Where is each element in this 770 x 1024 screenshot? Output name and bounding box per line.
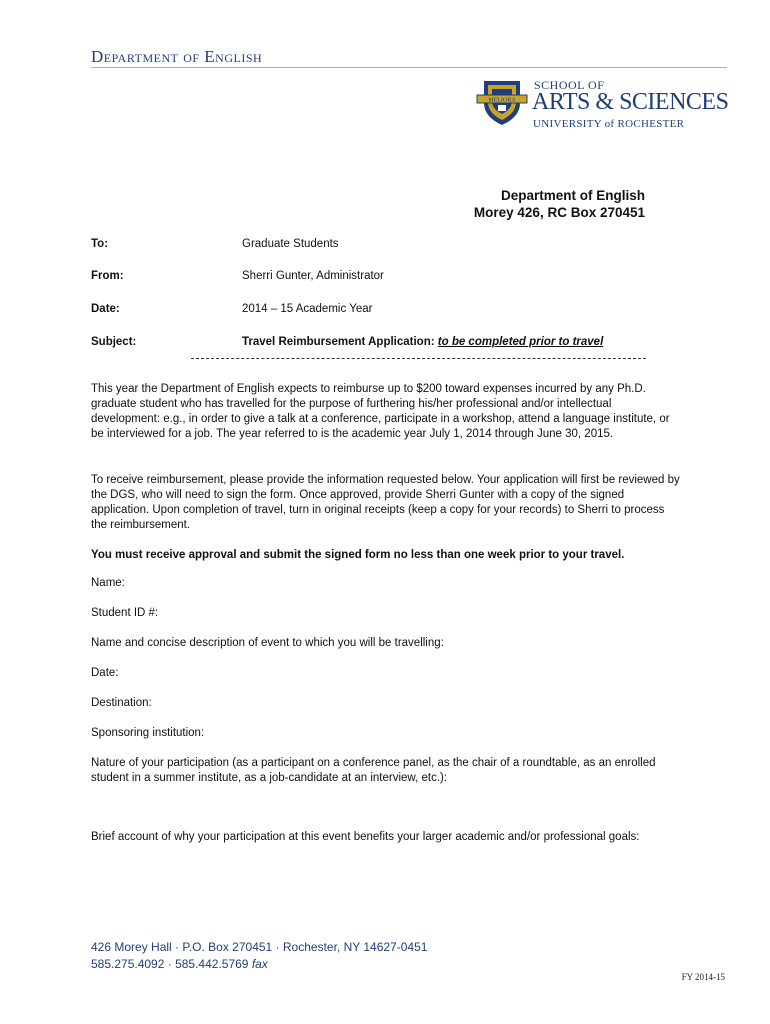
fiscal-year-label: FY 2014-15 — [681, 972, 725, 982]
footer-address: 426 Morey Hall · P.O. Box 270451 · Rochester, NY 14627-0451 — [91, 940, 428, 954]
memo-divider — [191, 358, 646, 359]
footer-phone-numbers: 585.275.4092 · 585.442.5769 — [91, 957, 252, 971]
subject-text: Travel Reimbursement Application: — [242, 336, 438, 348]
intro-paragraph: This year the Department of English expects to reimburse up to $200 toward expenses incurred by any Ph.D. graduate student who has travelled for the purpose of furthering his/her professional and/or intellectual development: e.g., in order to give a talk at a conference, participate in a workshop, attend a language institute, or be interviewed for a job. The year referred to is the academic year July 1, 2014 through June 30, 2015. — [91, 383, 670, 440]
seal-motto: MELIORA — [488, 97, 516, 104]
university-seal-icon — [476, 77, 528, 127]
from-label: From: — [91, 270, 124, 282]
field-nature: Nature of your participation (as a participant on a conference panel, as the chair of a roundtable, as an enrolled student in a summer institute, as a job-candidate at an interview, etc.): — [91, 757, 656, 784]
field-destination: Destination: — [91, 697, 152, 709]
department-name: Department of English — [500, 188, 645, 203]
subject-value — [242, 336, 603, 348]
logo-school-of: SCHOOL OF — [534, 78, 605, 92]
department-address-block — [474, 187, 645, 221]
date-value: 2014 – 15 Academic Year — [242, 303, 373, 315]
subject-label: Subject: — [91, 336, 137, 348]
footer-phones — [91, 957, 268, 971]
field-event: Name and concise description of event to which you will be travelling: — [91, 637, 444, 649]
field-benefit: Brief account of why your participation at this event benefits your larger academic and/or professional goals: — [91, 831, 640, 843]
department-address: Morey 426, RC Box 270451 — [473, 205, 645, 220]
footer-fax-label: fax — [251, 957, 268, 971]
field-student-id: Student ID #: — [91, 607, 159, 619]
deadline-notice: You must receive approval and submit the signed form no less than one week prior to your travel. — [91, 549, 625, 561]
letterhead-title: Department of English — [91, 47, 263, 66]
field-sponsor: Sponsoring institution: — [91, 727, 205, 739]
logo-university: UNIVERSITY of ROCHESTER — [533, 118, 685, 130]
from-value: Sherri Gunter, Administrator — [242, 270, 384, 282]
subject-emphasis: to be completed prior to travel — [437, 336, 604, 348]
logo-arts-sciences: ARTS & SCIENCES — [532, 89, 729, 115]
instructions-paragraph: To receive reimbursement, please provide the information requested below. Your application will first be reviewed by the DGS, who will need to sign the form. Once approved, provide Sherri Gunter with a copy of the signed application. Upon completion of travel, turn in original receipts (keep a copy for your records) to Sherri to process the reimbursement. — [91, 474, 680, 531]
to-value: Graduate Students — [242, 238, 339, 250]
date-label: Date: — [91, 303, 120, 315]
letterhead-rule — [91, 67, 727, 68]
field-date: Date: — [91, 667, 119, 679]
to-label: To: — [91, 238, 109, 250]
field-name: Name: — [91, 577, 125, 589]
